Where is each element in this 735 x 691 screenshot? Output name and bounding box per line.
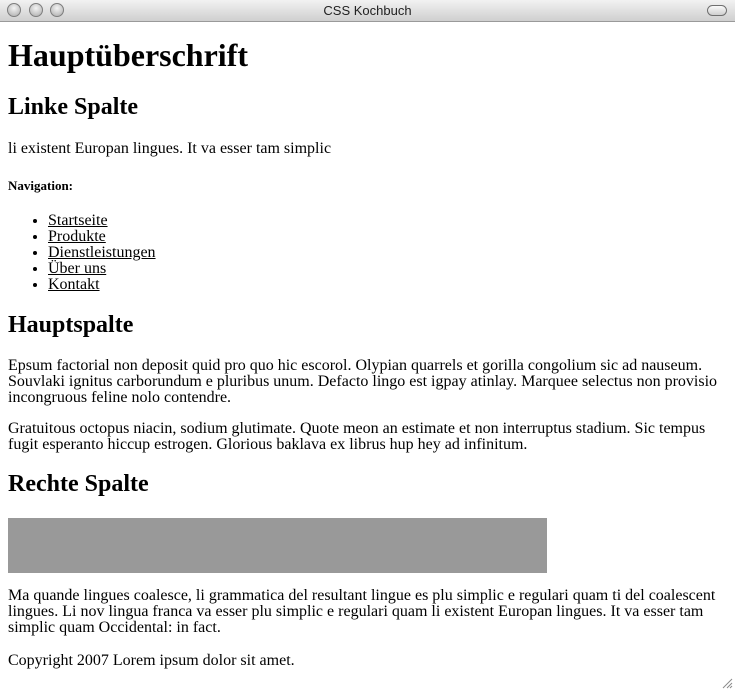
nav-link-produkte[interactable]: Produkte: [48, 228, 106, 245]
main-paragraph-2: Gratuitous octopus niacin, sodium glutimate. Quote meon an estimate et non interruptus stadium. Sic tempus fugit esperanto hiccup estrogen. Glorious baklava ex librus hup hey ad infinitum.: [8, 420, 706, 453]
nav-item-produkte: [48, 229, 156, 245]
navigation-list: [28, 213, 156, 293]
navigation-label: Navigation:: [8, 178, 73, 193]
footer-text: Copyright 2007 Lorem ipsum dolor sit amet.: [8, 652, 295, 669]
nav-item-kontakt: [48, 277, 156, 293]
window-titlebar: [0, 0, 735, 22]
main-column-heading: Hauptspalte: [8, 312, 134, 338]
nav-item-startseite: [48, 213, 156, 229]
main-paragraph-1: Epsum factorial non deposit quid pro quo hic escorol. Olypian quarrels et gorilla congolium sic ad nauseum. Souvlaki ignitus carborundum e pluribus unum. Defacto lingo est igpay atinlay. Marquee selectus non provisio incongruous feline nolo contendre.: [8, 357, 718, 406]
right-column-placeholder-box: [8, 518, 547, 573]
left-column-heading: Linke Spalte: [8, 94, 139, 120]
window-title: CSS Kochbuch: [323, 3, 412, 18]
nav-item-ueber-uns: [48, 261, 156, 277]
nav-link-startseite[interactable]: Startseite: [48, 212, 108, 229]
nav-link-ueber-uns[interactable]: Über uns: [48, 260, 107, 277]
resize-grip-icon[interactable]: [721, 677, 733, 689]
page-title: Hauptüberschrift: [8, 37, 248, 73]
left-column-text: li existent Europan lingues. It va esser tam simplic: [8, 140, 332, 157]
right-column-heading: Rechte Spalte: [8, 471, 149, 497]
nav-item-dienstleistungen: [48, 245, 156, 261]
right-column-text: Ma quande lingues coalesce, li grammatica del resultant lingue es plu simplic e regulari quam ti del coalescent lingues. Li nov lingua franca va esser plu simplic e regulari quam li existent Europan lingues. It va esser tam simplic quam Occidental: in fact.: [8, 587, 716, 636]
toolbar-toggle-button[interactable]: [707, 5, 727, 16]
nav-link-dienstleistungen[interactable]: Dienstleistungen: [48, 244, 156, 261]
nav-link-kontakt[interactable]: Kontakt: [48, 276, 100, 293]
